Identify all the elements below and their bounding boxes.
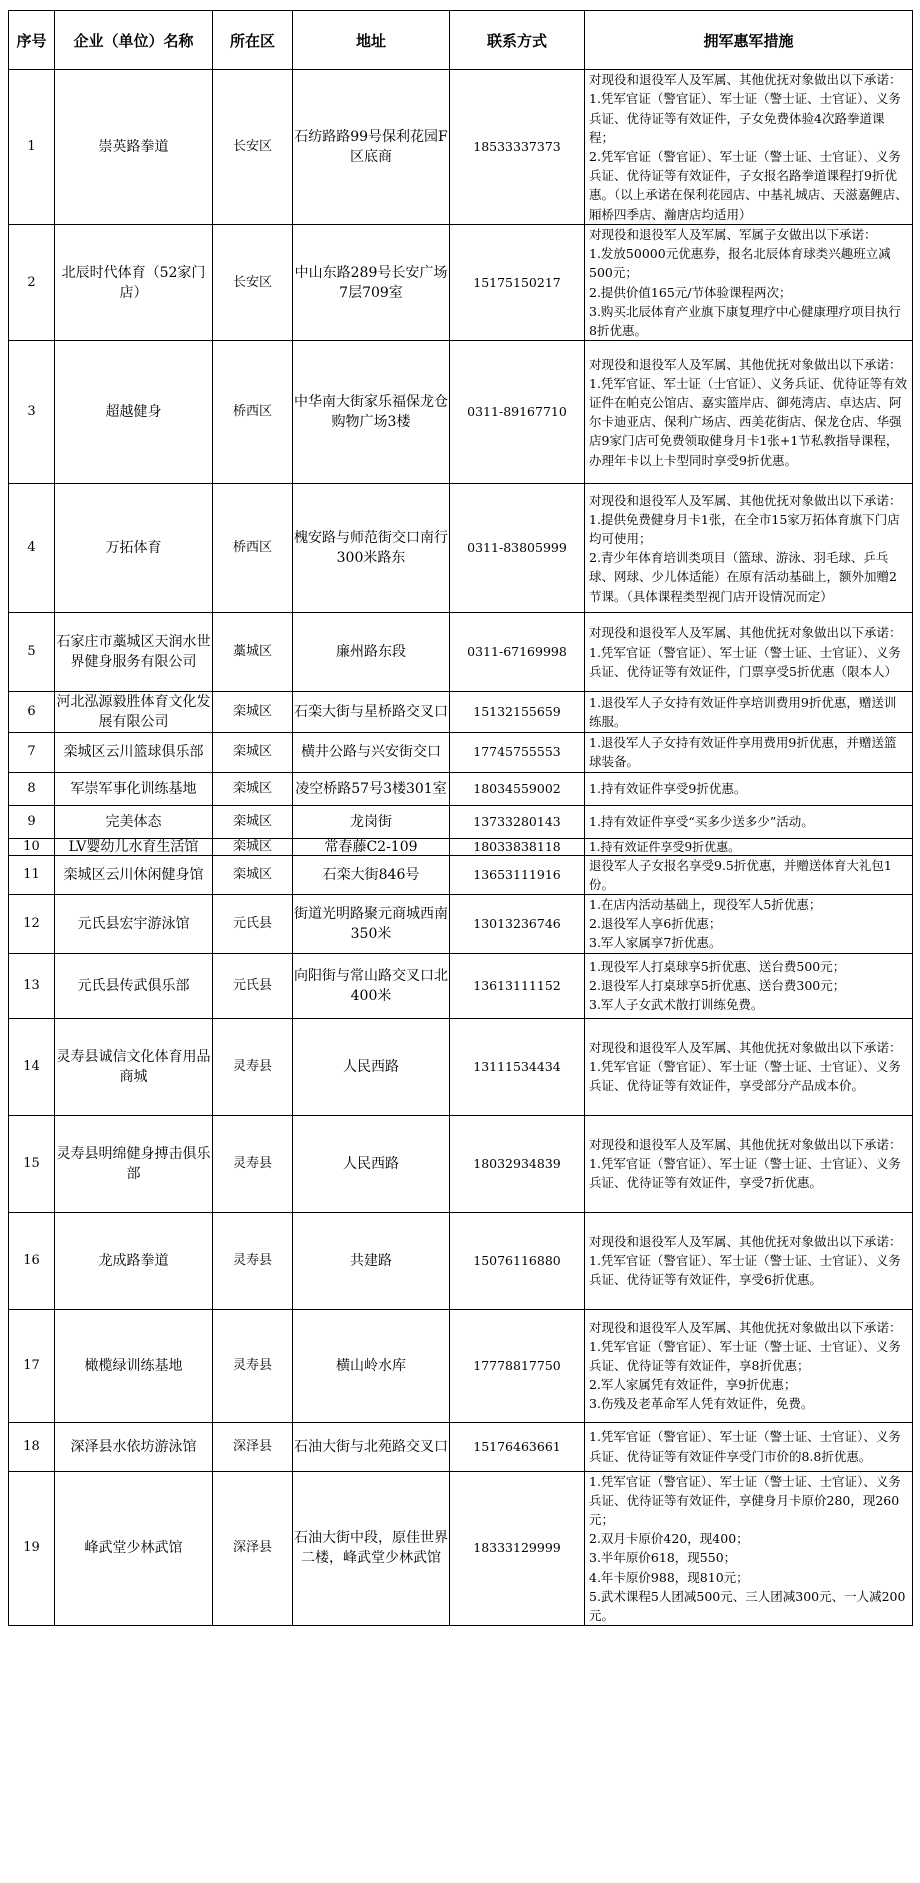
cell-contact: 18333129999: [450, 1471, 585, 1626]
table-body: [9, 70, 913, 1626]
cell-name: 石家庄市藁城区天润水世界健身服务有限公司: [55, 613, 213, 692]
cell-contact: 17778817750: [450, 1309, 585, 1422]
cell-seq: 5: [9, 613, 55, 692]
cell-measures: 1.持有效证件享受9折优惠。: [585, 838, 913, 855]
cell-contact: 15076116880: [450, 1212, 585, 1309]
table-row: [9, 613, 913, 692]
cell-contact: 18533337373: [450, 70, 585, 225]
table-header-row: [9, 11, 913, 70]
cell-measures: 1.凭军官证（警官证）、军士证（警士证、士官证）、义务兵证、优待证等有效证件，享健身月卡原价280，现260元； 2.双月卡原价420，现400； 3.半年原价618，现550； 4.年卡原价988，现810元； 5.武术课程5人团减500元、三人团减300元、一人减200元。: [585, 1471, 913, 1626]
cell-district: 藁城区: [213, 613, 293, 692]
cell-seq: 19: [9, 1471, 55, 1626]
cell-district: 栾城区: [213, 772, 293, 805]
cell-address: 龙岗街: [293, 805, 450, 838]
cell-measures: 1.退役军人子女持有效证件享培训费用9折优惠，赠送训练服。: [585, 692, 913, 733]
cell-seq: 12: [9, 895, 55, 954]
cell-name: 橄榄绿训练基地: [55, 1309, 213, 1422]
cell-district: 元氏县: [213, 895, 293, 954]
cell-district: 长安区: [213, 70, 293, 225]
cell-seq: 13: [9, 953, 55, 1018]
cell-seq: 15: [9, 1115, 55, 1212]
cell-address: 槐安路与师范街交口南行300米路东: [293, 484, 450, 613]
header-seq: 序号: [9, 11, 55, 70]
table-row: [9, 1018, 913, 1115]
cell-name: 军崇军事化训练基地: [55, 772, 213, 805]
cell-name: 灵寿县诚信文化体育用品商城: [55, 1018, 213, 1115]
header-name: 企业（单位）名称: [55, 11, 213, 70]
cell-district: 长安区: [213, 225, 293, 341]
cell-name: 元氏县传武俱乐部: [55, 953, 213, 1018]
cell-seq: 3: [9, 341, 55, 484]
cell-address: 石栾大街846号: [293, 855, 450, 894]
cell-address: 横山岭水库: [293, 1309, 450, 1422]
cell-address: 石油大街与北苑路交叉口: [293, 1422, 450, 1471]
cell-measures: 对现役和退役军人及军属、其他优抚对象做出以下承诺： 1.凭军官证（警官证）、军士证（警士证、士官证）、义务兵证、优待证等有效证件，子女免费体验4次路拳道课程； 2.凭军官证（警官证）、军士证（警士证、士官证）、义务兵证、优待证等有效证件，子女报名路拳道课程打9折优惠。（以上承诺在保利花园店、中基礼城店、天滋嘉鲤店、厢桥四季店、瀚唐店均适用）: [585, 70, 913, 225]
cell-contact: 18033838118: [450, 838, 585, 855]
cell-measures: 对现役和退役军人及军属、其他优抚对象做出以下承诺： 1.凭军官证（警官证）、军士证（警士证、士官证）、义务兵证、优待证等有效证件，享受7折优惠。: [585, 1115, 913, 1212]
military-discount-table: [8, 10, 913, 1626]
table-row: [9, 225, 913, 341]
table-row: [9, 895, 913, 954]
cell-measures: 1.现役军人打桌球享5折优惠、送台费500元； 2.退役军人打桌球享5折优惠、送台费300元； 3.军人子女武术散打训练免费。: [585, 953, 913, 1018]
cell-contact: 18034559002: [450, 772, 585, 805]
cell-address: 中华南大街家乐福保龙仓购物广场3楼: [293, 341, 450, 484]
cell-district: 灵寿县: [213, 1212, 293, 1309]
cell-district: 桥西区: [213, 341, 293, 484]
cell-district: 灵寿县: [213, 1018, 293, 1115]
cell-contact: 15176463661: [450, 1422, 585, 1471]
cell-address: 石纺路路99号保利花园F区底商: [293, 70, 450, 225]
cell-contact: 13111534434: [450, 1018, 585, 1115]
cell-name: 北辰时代体育（52家门店）: [55, 225, 213, 341]
cell-measures: 退役军人子女报名享受9.5折优惠，并赠送体育大礼包1份。: [585, 855, 913, 894]
cell-name: 栾城区云川休闲健身馆: [55, 855, 213, 894]
cell-name: 完美体态: [55, 805, 213, 838]
table-row: [9, 855, 913, 894]
cell-measures: 对现役和退役军人及军属、其他优抚对象做出以下承诺： 1.凭军官证（警官证）、军士证（警士证、士官证）、义务兵证、优待证等有效证件，享受部分产品成本价。: [585, 1018, 913, 1115]
cell-measures: 对现役和退役军人及军属、其他优抚对象做出以下承诺： 1.凭军官证（警官证）、军士证（警士证、士官证）、义务兵证、优待证等有效证件，享8折优惠； 2.军人家属凭有效证件，享9折优惠； 3.伤残及老革命军人凭有效证件，免费。: [585, 1309, 913, 1422]
cell-contact: 17745755553: [450, 733, 585, 772]
cell-address: 人民西路: [293, 1115, 450, 1212]
cell-name: 深泽县水依坊游泳馆: [55, 1422, 213, 1471]
cell-measures: 1.凭军官证（警官证）、军士证（警士证、士官证）、义务兵证、优待证等有效证件享受门市价的8.8折优惠。: [585, 1422, 913, 1471]
cell-name: 灵寿县明绵健身搏击俱乐部: [55, 1115, 213, 1212]
table-row: [9, 341, 913, 484]
table-row: [9, 953, 913, 1018]
cell-district: 栾城区: [213, 838, 293, 855]
cell-name: 超越健身: [55, 341, 213, 484]
table-row: [9, 484, 913, 613]
cell-name: LV婴幼儿水育生活馆: [55, 838, 213, 855]
cell-name: 栾城区云川篮球俱乐部: [55, 733, 213, 772]
cell-measures: 1.在店内活动基础上，现役军人5折优惠； 2.退役军人享6折优惠； 3.军人家属享7折优惠。: [585, 895, 913, 954]
cell-measures: 对现役和退役军人及军属、其他优抚对象做出以下承诺： 1.凭军官证（警官证）、军士证（警士证、士官证）、义务兵证、优待证等有效证件，门票享受5折优惠（限本人）: [585, 613, 913, 692]
cell-measures: 1.持有效证件享受9折优惠。: [585, 772, 913, 805]
table-row: [9, 1115, 913, 1212]
header-measures: 拥军惠军措施: [585, 11, 913, 70]
cell-contact: 18032934839: [450, 1115, 585, 1212]
cell-district: 元氏县: [213, 953, 293, 1018]
cell-name: 万拓体育: [55, 484, 213, 613]
header-contact: 联系方式: [450, 11, 585, 70]
cell-district: 深泽县: [213, 1471, 293, 1626]
cell-seq: 16: [9, 1212, 55, 1309]
cell-address: 常春藤C2-109: [293, 838, 450, 855]
header-district: 所在区: [213, 11, 293, 70]
cell-name: 河北泓源毅胜体育文化发展有限公司: [55, 692, 213, 733]
cell-seq: 18: [9, 1422, 55, 1471]
cell-address: 共建路: [293, 1212, 450, 1309]
cell-seq: 8: [9, 772, 55, 805]
cell-seq: 1: [9, 70, 55, 225]
table-row: [9, 805, 913, 838]
cell-seq: 4: [9, 484, 55, 613]
table-row: [9, 1422, 913, 1471]
header-address: 地址: [293, 11, 450, 70]
cell-contact: 15132155659: [450, 692, 585, 733]
table-row: [9, 692, 913, 733]
cell-district: 栾城区: [213, 805, 293, 838]
cell-seq: 9: [9, 805, 55, 838]
cell-name: 龙成路拳道: [55, 1212, 213, 1309]
cell-contact: 0311-89167710: [450, 341, 585, 484]
cell-seq: 14: [9, 1018, 55, 1115]
cell-name: 峰武堂少林武馆: [55, 1471, 213, 1626]
cell-name: 崇英路拳道: [55, 70, 213, 225]
cell-address: 石油大街中段，原佳世界二楼，峰武堂少林武馆: [293, 1471, 450, 1626]
cell-name: 元氏县宏宇游泳馆: [55, 895, 213, 954]
table-row: [9, 1471, 913, 1626]
cell-address: 向阳街与常山路交叉口北400米: [293, 953, 450, 1018]
cell-address: 中山东路289号长安广场7层709室: [293, 225, 450, 341]
cell-district: 灵寿县: [213, 1115, 293, 1212]
cell-seq: 10: [9, 838, 55, 855]
cell-contact: 13653111916: [450, 855, 585, 894]
cell-measures: 对现役和退役军人及军属、军属子女做出以下承诺： 1.发放50000元优惠券，报名北辰体育球类兴趣班立减500元； 2.提供价值165元/节体验课程两次； 3.购买北辰体育产业旗下康复理疗中心健康理疗项目执行8折优惠。: [585, 225, 913, 341]
cell-measures: 对现役和退役军人及军属、其他优抚对象做出以下承诺： 1.提供免费健身月卡1张，在全市15家万拓体育旗下门店均可使用； 2.青少年体育培训类项目（篮球、游泳、羽毛球、乒乓球、网球、少儿体适能）在原有活动基础上，额外加赠2节课。（具体课程类型视门店开设情况而定）: [585, 484, 913, 613]
table-row: [9, 772, 913, 805]
cell-seq: 6: [9, 692, 55, 733]
cell-measures: 1.持有效证件享受“买多少送多少”活动。: [585, 805, 913, 838]
table-row: [9, 1212, 913, 1309]
cell-contact: 13733280143: [450, 805, 585, 838]
cell-address: 凌空桥路57号3楼301室: [293, 772, 450, 805]
cell-seq: 17: [9, 1309, 55, 1422]
table-row: [9, 733, 913, 772]
cell-district: 栾城区: [213, 733, 293, 772]
cell-seq: 7: [9, 733, 55, 772]
cell-address: 石栾大街与星桥路交叉口: [293, 692, 450, 733]
cell-seq: 11: [9, 855, 55, 894]
cell-district: 桥西区: [213, 484, 293, 613]
discount-table-container: [8, 10, 912, 1626]
cell-address: 廉州路东段: [293, 613, 450, 692]
table-row: [9, 70, 913, 225]
cell-measures: 对现役和退役军人及军属、其他优抚对象做出以下承诺： 1.凭军官证（警官证）、军士证（警士证、士官证）、义务兵证、优待证等有效证件，享受6折优惠。: [585, 1212, 913, 1309]
cell-district: 栾城区: [213, 855, 293, 894]
table-row: [9, 838, 913, 855]
cell-district: 灵寿县: [213, 1309, 293, 1422]
cell-address: 人民西路: [293, 1018, 450, 1115]
cell-contact: 15175150217: [450, 225, 585, 341]
cell-district: 栾城区: [213, 692, 293, 733]
cell-contact: 0311-67169998: [450, 613, 585, 692]
cell-address: 横井公路与兴安街交口: [293, 733, 450, 772]
cell-seq: 2: [9, 225, 55, 341]
cell-measures: 对现役和退役军人及军属、其他优抚对象做出以下承诺： 1.凭军官证、军士证（士官证）、义务兵证、优待证等有效证件在帕克公馆店、嘉实篮岸店、御苑湾店、卓达店、阿尔卡迪亚店、保利广场店、西美花街店、保龙仓店、华强店9家门店可免费领取健身月卡1张+1节私教指导课程，办理年卡以上卡型同时享受9折优惠。: [585, 341, 913, 484]
cell-contact: 13013236746: [450, 895, 585, 954]
table-row: [9, 1309, 913, 1422]
cell-contact: 13613111152: [450, 953, 585, 1018]
cell-address: 街道光明路聚元商城西南350米: [293, 895, 450, 954]
cell-contact: 0311-83805999: [450, 484, 585, 613]
cell-district: 深泽县: [213, 1422, 293, 1471]
cell-measures: 1.退役军人子女持有效证件享用费用9折优惠，并赠送篮球装备。: [585, 733, 913, 772]
